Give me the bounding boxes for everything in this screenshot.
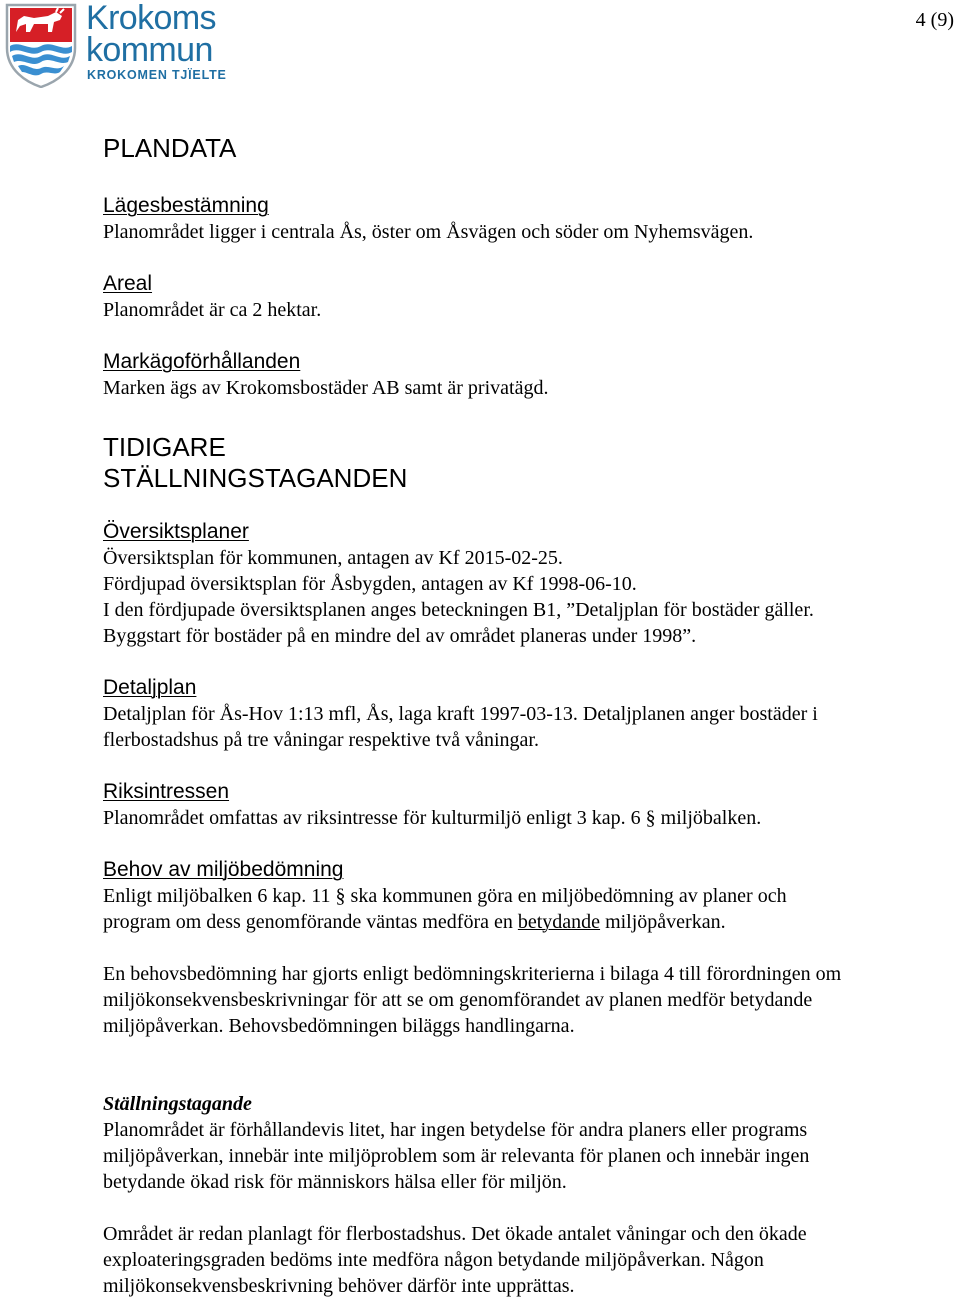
- brand-name-line1: Krokoms: [86, 0, 216, 37]
- section-text-detaljplan: Detaljplan för Ås-Hov 1:13 mfl, Ås, laga kraft 1997-03-13. Detaljplanen anger bostäder i flerbostadshus på tre våningar respektive två våningar.: [103, 703, 818, 751]
- page-number: 4 (9): [915, 9, 954, 31]
- page-title: PLANDATA: [103, 133, 237, 163]
- oversiktsplan-line3: I den fördjupade översiktsplanen anges beteckningen B1, ”Detaljplan för bostäder gäller. Byggstart för bostäder på en mindre del av området planeras under 1998”.: [103, 599, 814, 647]
- section-text-markagoforhallanden: Marken ägs av Krokomsbostäder AB samt är privatägd.: [103, 377, 549, 399]
- krokom-coat-of-arms-icon: [4, 2, 78, 88]
- behovsbedomning-paragraph: En behovsbedömning har gjorts enligt bedömningskriterierna i bilaga 4 till förordningen om miljökonsekvensbeskrivningar för att se om genomförandet av planen medför betydande miljöpåverkan. Behovsbedömningen biläggs handlingarna.: [103, 963, 842, 1037]
- miljobedomning-text-start: Enligt miljöbalken 6 kap. 11 § ska kommunen göra en miljöbedömning av planer och program om dess genomförande väntas medföra en: [103, 885, 787, 933]
- section-text-riksintressen: Planområdet omfattas av riksintresse för kulturmiljö enligt 3 kap. 6 § miljöbalken.: [103, 807, 762, 829]
- stallningstagande-paragraph1: Planområdet är förhållandevis litet, har ingen betydelse för andra planers eller programs miljöpåverkan, innebär inte miljöproblem som är relevanta för planen och innebär ingen betydande ökad risk för människors hälsa eller för miljön.: [103, 1119, 810, 1193]
- section-text-areal: Planområdet är ca 2 hektar.: [103, 299, 322, 321]
- section-text-lagesbestamning: Planområdet ligger i centrala Ås, öster om Åsvägen och söder om Nyhemsvägen.: [103, 221, 754, 243]
- oversiktsplan-line1: Översiktsplan för kommunen, antagen av Kf 2015-02-25.: [103, 547, 563, 569]
- section-heading-stallningstagande: Ställningstagande: [103, 1093, 252, 1115]
- stallningstagande-paragraph2: Området är redan planlagt för flerbostadshus. Det ökade antalet våningar och den ökade exploateringsgraden bedöms inte medföra någon betydande miljöpåverkan. Någon miljökonsekvensbeskrivning behöver därför inte upprättas.: [103, 1223, 807, 1297]
- miljobedomning-text-end: miljöpåverkan.: [600, 911, 726, 933]
- section-heading-detaljplan: Detaljplan: [103, 676, 197, 699]
- section-title-tidigare: TIDIGARE: [103, 432, 226, 462]
- section-heading-behov-av-miljobedomning: Behov av miljöbedömning: [103, 858, 344, 881]
- section-heading-areal: Areal: [103, 272, 153, 295]
- section-heading-markagoforhallanden: Markägoförhållanden: [103, 350, 301, 373]
- section-text-miljobedomning: [103, 883, 853, 935]
- brand-subtitle: KROKOMEN TJÏELTE: [87, 68, 227, 82]
- section-heading-oversiktsplaner: Översiktsplaner: [103, 520, 249, 543]
- section-title-stallningstaganden: STÄLLNINGSTAGANDEN: [103, 463, 408, 493]
- section-heading-lagesbestamning: Lägesbestämning: [103, 194, 269, 217]
- brand-name-line2: kommun: [86, 31, 213, 69]
- oversiktsplan-line2: Fördjupad översiktsplan för Åsbygden, antagen av Kf 1998-06-10.: [103, 573, 637, 595]
- miljobedomning-emphasis: betydande: [517, 911, 601, 933]
- section-heading-riksintressen: Riksintressen: [103, 780, 230, 803]
